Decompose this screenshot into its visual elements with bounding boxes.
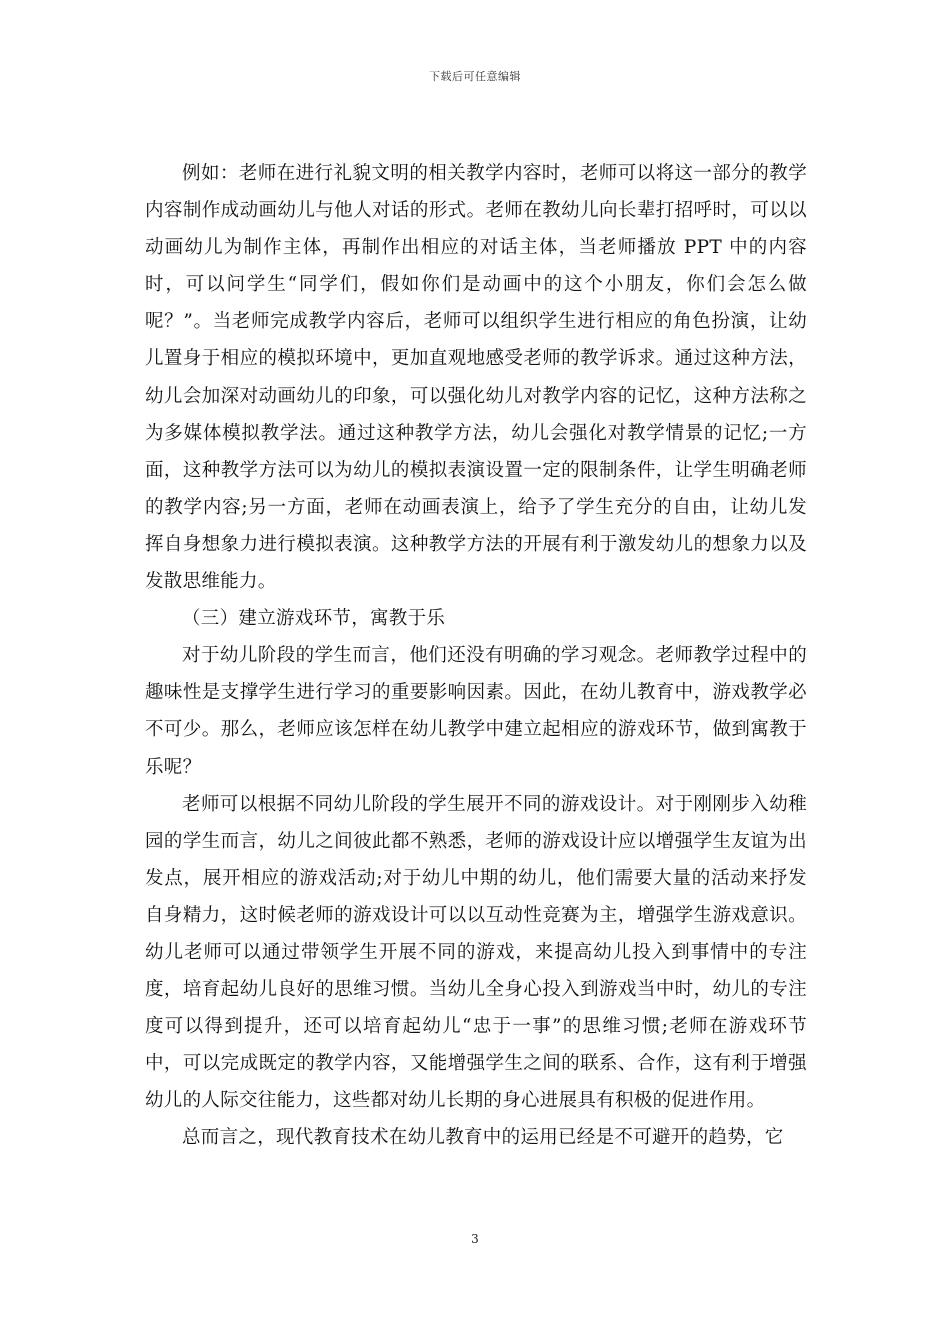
section-heading: （三）建立游戏环节，寓教于乐 [182,608,446,630]
page-header: 下载后可任意编辑 [429,70,521,83]
paragraph-game-design: 老师可以根据不同幼儿阶段的学生展开不同的游戏设计。对于刚刚步入幼稚园的学生而言，幼儿之间彼此都不熟悉，老师的游戏设计应以增强学生友谊为出发点，展开相应的游戏活动;对于幼儿中期的幼儿，他们需要大量的活动来抒发自身精力，这时候老师的游戏设计可以以互动性竞赛为主，增强学生游戏意识。幼儿老师可以通过带领学生开展不同的游戏，来提高幼儿投入到事情中的专注度，培育起幼儿良好的思维习惯。当幼儿全身心投入到游戏当中时，幼儿的专注度可以得到提升，还可以培育起幼儿“忠于一事”的思维习惯;老师在游戏环节中，可以完成既定的教学内容，又能增强学生之间的联系、合作，这有利于增强幼儿的人际交往能力，这些都对幼儿长期的身心进展具有积极的促进作用。 [145,793,807,1112]
page-number: 3 [471,1232,479,1246]
paragraph-intro: 对于幼儿阶段的学生而言，他们还没有明确的学习观念。老师教学过程中的趣味性是支撑学生进行学习的重要影响因素。因此，在幼儿教育中，游戏教学必不可少。那么，老师应该怎样在幼儿教学中建立起相应的游戏环节，做到寓教于乐呢？ [145,645,807,778]
document-body [145,155,807,1157]
paragraph-conclusion: 总而言之，现代教育技术在幼儿教育中的运用已经是不可避开的趋势，它 [182,1127,784,1149]
paragraph-example: 例如：老师在进行礼貌文明的相关教学内容时，老师可以将这一部分的教学内容制作成动画幼儿与他人对话的形式。老师在教幼儿向长辈打招呼时，可以以动画幼儿为制作主体，再制作出相应的对话主体，当老师播放 PPT 中的内容时，可以问学生“同学们，假如你们是动画中的这个小朋友，你们会怎么做呢？”。当老师完成教学内容后，老师可以组织学生进行相应的角色扮演，让幼儿置身于相应的模拟环境中，更加直观地感受老师的教学诉求。通过这种方法，幼儿会加深对动画幼儿的印象，可以强化幼儿对教学内容的记忆，这种方法称之为多媒体模拟教学法。通过这种教学方法，幼儿会强化对教学情景的记忆;一方面，这种教学方法可以为幼儿的模拟表演设置一定的限制条件，让学生明确老师的教学内容;另一方面，老师在动画表演上，给予了学生充分的自由，让幼儿发挥自身想象力进行模拟表演。这种教学方法的开展有利于激发幼儿的想象力以及发散思维能力。 [145,163,807,593]
